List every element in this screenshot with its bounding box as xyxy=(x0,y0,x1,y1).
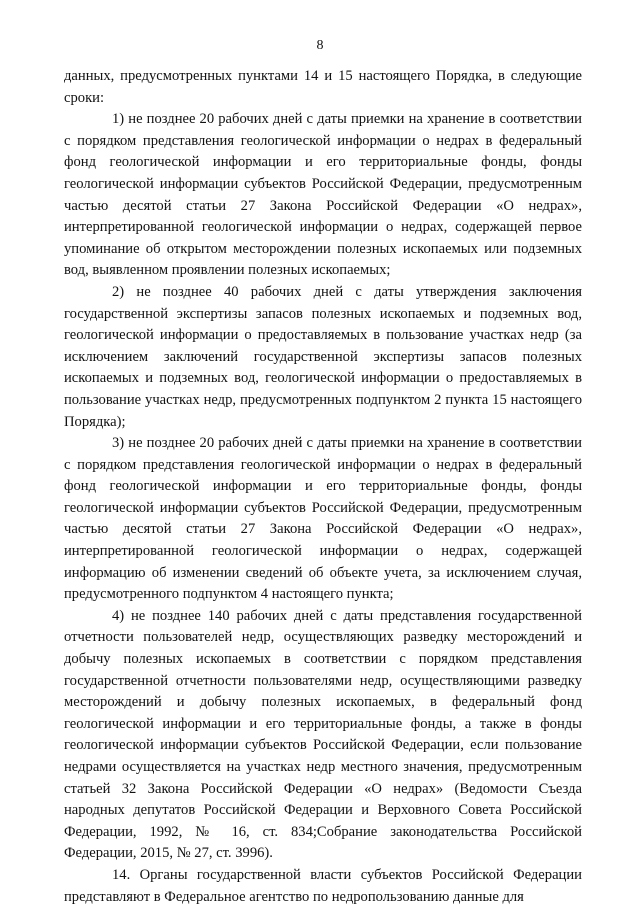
paragraph-item-2: 2) не позднее 40 рабочих дней с даты утверждения заключения государственной экспертизы запасов полезных ископаемых и подземных вод, геологической информации о предоставляемых в пользование участках недр (за исключением заключений государственной экспертизы запасов полезных ископаемых и подземных вод, геологической информации о предоставляемых в пользование участках недр, предусмотренных подпунктом 2 пункта 15 настоящего Порядка); xyxy=(64,283,582,430)
paragraph-item-3: 3) не позднее 20 рабочих дней с даты приемки на хранение в соответствии с порядком представления геологической информации о недрах в федеральный фонд геологической информации и его территориальные фонды, фонды геологической информации субъектов Российской Федерации, предусмотренным частью десятой статьи 27 Закона Российской Федерации «О недрах», интерпретированной геологической информации о недрах, содержащей информацию об изменении сведений об объекте учета, за исключением случая, предусмотренного подпунктом 4 настоящего пункта; xyxy=(64,435,582,603)
paragraph-intro-continuation: данных, предусмотренных пунктами 14 и 15 настоящего Порядка, в следующие сроки: xyxy=(64,68,582,106)
page-number: 8 xyxy=(316,38,324,53)
paragraph-item-4: 4) не позднее 140 рабочих дней с даты представления государственной отчетности пользователей недр, осуществляющих разведку месторождений и добычу полезных ископаемых в соответствии с порядком представления государственной отчетности пользователями недр, осуществляющими разведку месторождений и добычу полезных ископаемых, в федеральный фонд геологической информации и его территориальные фонды, а также в фонды геологической информации субъектов Российской Федерации, если пользование недрами осуществляется на участках недр местного значения, предусмотренным статьей 32 Закона Российской Федерации «О недрах» (Ведомости Съезда народных депутатов Российской Федерации и Верховного Совета Российской Федерации, 1992, № 16, ст. 834;Собрание законодательства Российской Федерации, 2015, № 27, ст. 3996). xyxy=(64,607,582,862)
document-body xyxy=(64,66,582,908)
paragraph-section-14: 14. Органы государственной власти субъектов Российской Федерации представляют в Федеральное агентство по недропользованию данные для xyxy=(64,866,582,905)
paragraph-item-1: 1) не позднее 20 рабочих дней с даты приемки на хранение в соответствии с порядком представления геологической информации о недрах в федеральный фонд геологической информации и его территориальные фонды, фонды геологической информации субъектов Российской Федерации, предусмотренным частью десятой статьи 27 Закона Российской Федерации «О недрах», интерпретированной геологической информации о недрах, содержащей первое упоминание об открытом месторождении полезных ископаемых или подземных вод, выявленном проявлении полезных ископаемых; xyxy=(64,111,582,279)
